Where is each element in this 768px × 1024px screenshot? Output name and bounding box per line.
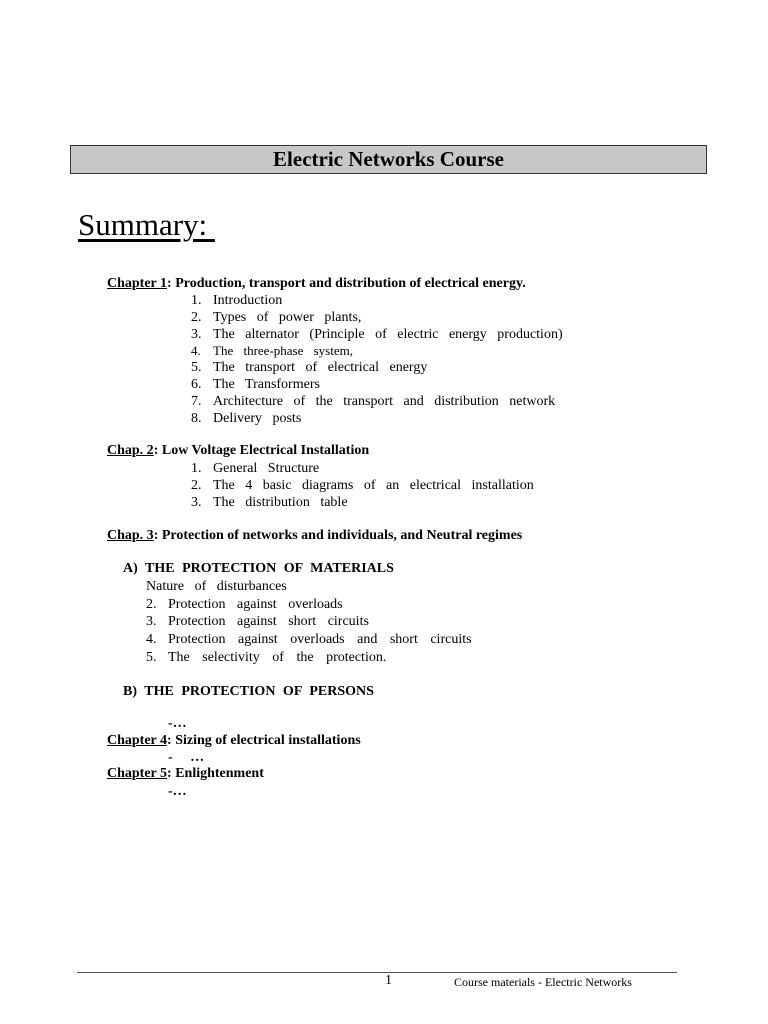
list-item: 2. Protection against overloads: [146, 597, 343, 612]
list-item: 1. General Structure: [191, 461, 320, 476]
course-title-box: [70, 145, 707, 174]
chapter-3-title: : Protection of networks and individuals, and Neutral regimes: [153, 528, 523, 543]
chapter-3-heading: [103, 527, 522, 544]
chapter-5-label: Chapter 5: [107, 766, 168, 781]
summary-heading: Summary:: [78, 207, 215, 242]
list-item: 5. The selectivity of the protection.: [146, 650, 387, 665]
list-item: 7. Architecture of the transport and distribution network: [191, 394, 556, 409]
list-item: 8. Delivery posts: [191, 411, 302, 426]
chapter-2-label: Chap. 2: [107, 443, 154, 458]
chapter-2-title: : Low Voltage Electrical Installation: [153, 443, 370, 458]
chapter-4-label: Chapter 4: [107, 733, 168, 748]
list-item: 5. The transport of electrical energy: [191, 360, 428, 375]
chapter-3-label: Chap. 3: [107, 528, 154, 543]
list-item: 6. The Transformers: [191, 377, 320, 392]
chapter-1-heading: [103, 275, 526, 292]
section-a-heading: A) THE PROTECTION OF MATERIALS: [123, 561, 394, 576]
course-title: Electric Networks Course: [273, 147, 504, 171]
page-number: 1: [385, 973, 392, 988]
list-item: 3. The alternator (Principle of electric energy production): [191, 327, 563, 342]
list-item: 2. The 4 basic diagrams of an electrical installation: [191, 478, 534, 493]
chapter-1-title: : Production, transport and distribution of electrical energy.: [167, 276, 526, 291]
chapter-4-title: : Sizing of electrical installations: [167, 733, 361, 748]
chapter-1-label: Chapter 1: [107, 276, 168, 291]
footer-divider: [77, 972, 677, 973]
list-item: 2. Types of power plants,: [191, 310, 362, 325]
chapter-2-heading: [103, 442, 369, 459]
ellipsis-item: -…: [168, 716, 187, 731]
chapter-4-heading: [103, 732, 361, 749]
list-item: 1. Introduction: [191, 293, 283, 308]
footer-text: Course materials - Electric Networks: [454, 975, 632, 989]
list-item: 4. The three-phase system,: [191, 343, 353, 358]
chapter-5-title: : Enlightenment: [167, 766, 264, 781]
ellipsis-item: -…: [168, 784, 187, 799]
ellipsis-item: - …: [168, 750, 205, 765]
chapter-5-heading: [103, 765, 264, 782]
list-item: 3. Protection against short circuits: [146, 614, 369, 629]
list-item: 4. Protection against overloads and short circuits: [146, 632, 472, 647]
section-b-heading: B) THE PROTECTION OF PERSONS: [123, 684, 374, 699]
list-item: Nature of disturbances: [146, 579, 287, 594]
list-item: 3. The distribution table: [191, 495, 348, 510]
